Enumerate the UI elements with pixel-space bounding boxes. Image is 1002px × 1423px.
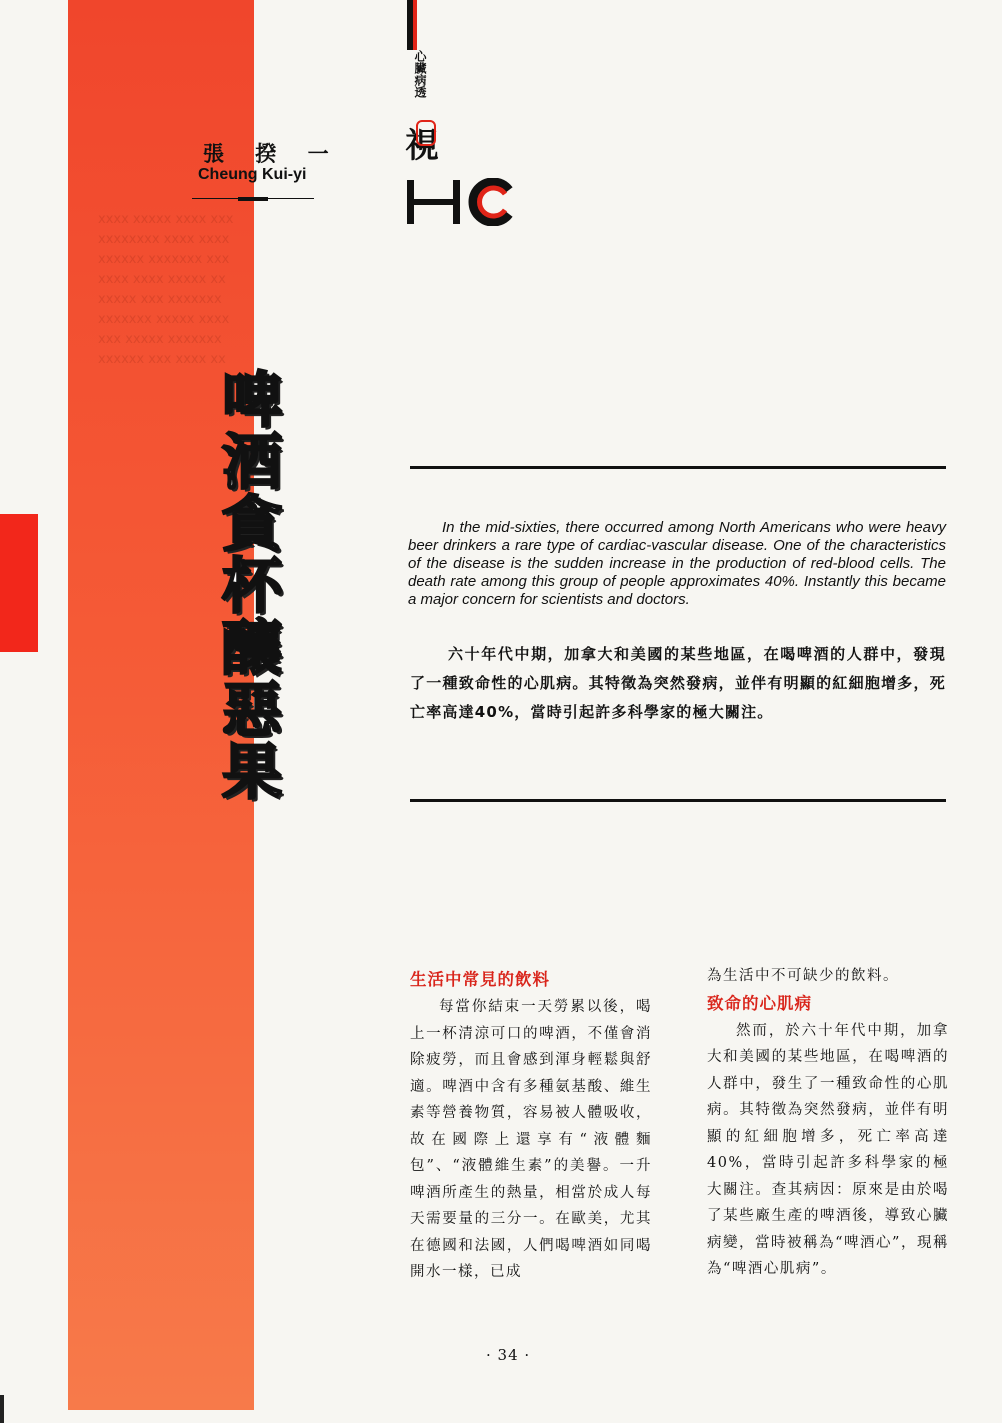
series-big-character: 視 bbox=[405, 126, 439, 166]
section-paragraph: 然而，於六十年代中期，加拿大和美國的某些地區，在喝啤酒的人群中，發生了一種致命性的心肌病。其特徵為突然發病，並伴有明顯的紅細胞增多，死亡率高達40%，當時引起許多科學家的極大關注。查其病因：原來是由於喝了某些廠生產的啤酒後，導致心臟病變，當時被稱為“啤酒心”，現稱為“啤酒心肌病”。 bbox=[707, 1022, 949, 1277]
author-name-english: Cheung Kui-yi bbox=[198, 166, 307, 183]
series-bar-accent bbox=[413, 0, 417, 50]
article-title: 啤酒貪杯釀惡果 bbox=[212, 368, 282, 802]
abstract-top-rule bbox=[410, 466, 946, 469]
edge-mark bbox=[0, 1395, 4, 1423]
abstract-bottom-rule bbox=[410, 799, 946, 802]
paragraph-continuation: 為生活中不可缺少的飲料。 bbox=[707, 968, 899, 984]
section-heading: 生活中常見的飲料 bbox=[410, 970, 550, 989]
author-divider-accent bbox=[238, 197, 268, 201]
body-column-2 bbox=[707, 963, 949, 1283]
body-column-1 bbox=[410, 966, 652, 1286]
section-paragraph: 每當你結束一天勞累以後，喝上一杯清涼可口的啤酒，不僅會消除疲勞，而且會感到渾身輕鬆與舒適。啤酒中含有多種氨基酸、維生素等營養物質，容易被人體吸收，故在國際上還享有“液體麵包”、“液體維生素”的美譽。一升啤酒所產生的熱量，相當於成人每天需要量的三分一。在歐美，尤其在德國和法國，人們喝啤酒如同喝開水一樣，已成 bbox=[410, 999, 652, 1280]
series-label: 心臟病透 bbox=[413, 50, 427, 98]
abstract-english: In the mid-sixties, there occurred among North Americans who were heavy beer drinkers a rare type of cardiac-vascular disease. One of the characteristics of the disease is the sudden increase in the production of red-blood cells. The death rate among this group of people approximates 40%. Instantly this became a major concern for scientists and doctors. bbox=[408, 519, 946, 608]
red-side-band: xxxx xxxxx xxxx xxx xxxxxxxx xxxx xxxx xxxxxx xxxxxxx xxx xxxx xxxx xxxxx xx xxxxx xxx xxxxxxx xxxxxxx xxxxx xxxx xxx xxxxx xxxxxxx xxxxxx xxx xxxx xx bbox=[68, 0, 254, 1410]
section-heading: 致命的心肌病 bbox=[707, 993, 812, 1013]
series-seal-mark bbox=[416, 120, 436, 146]
abstract-chinese: 六十年代中期，加拿大和美國的某些地區，在喝啤酒的人群中，發現了一種致命性的心肌病。其特徵為突然發病，並伴有明顯的紅細胞增多，死亡率高達40%，當時引起許多科學家的極大關注。 bbox=[410, 645, 946, 721]
edge-red-tab bbox=[0, 514, 38, 652]
hc-logo bbox=[405, 178, 515, 230]
author-name-chinese: 張 揆 一 bbox=[203, 142, 341, 166]
page-number: · 34 · bbox=[486, 1346, 531, 1364]
